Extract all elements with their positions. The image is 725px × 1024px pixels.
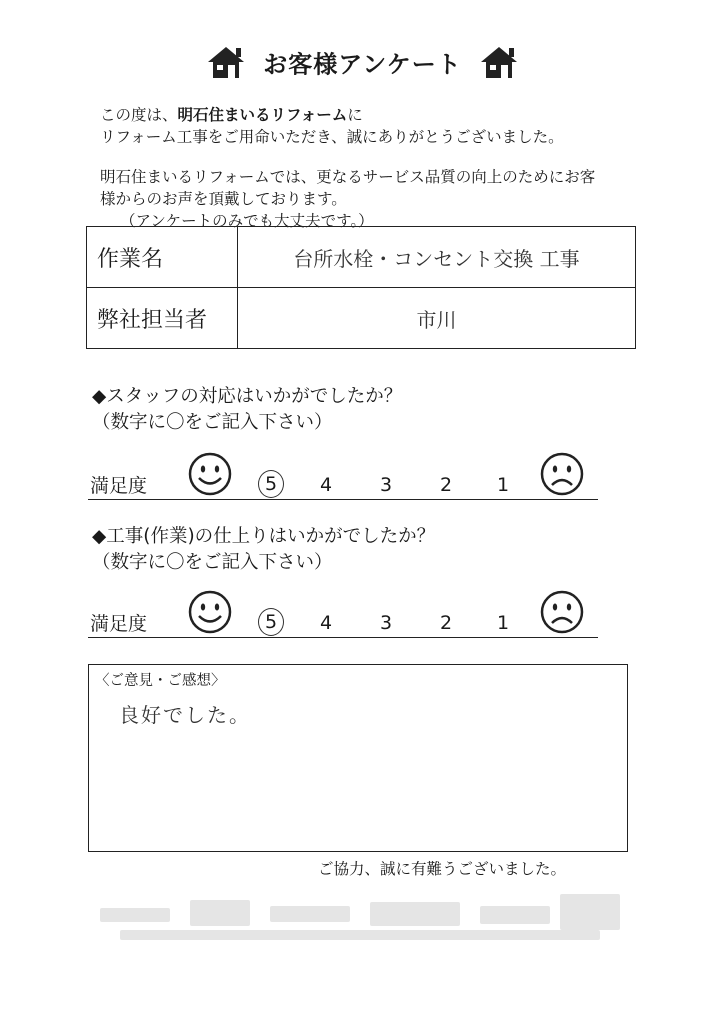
rating-underline	[88, 499, 598, 500]
staff-label: 弊社担当者	[87, 288, 238, 349]
staff-row	[87, 288, 636, 349]
rating-option-5[interactable]: 5	[258, 608, 284, 636]
question-2-instruction: （数字に〇をご記入下さい）	[92, 552, 333, 573]
intro-line-5: （アンケートのみでも大丈夫です。）	[120, 212, 374, 230]
intro-line-2: リフォーム工事をご用命いただき、誠にありがとうございました。	[100, 128, 564, 146]
question-2-text: ◆工事(作業)の仕上りはいかがでしたか？	[92, 526, 436, 547]
work-label: 作業名	[87, 227, 238, 288]
rating-option-2[interactable]: 2	[439, 612, 453, 634]
rating-option-2[interactable]: 2	[439, 474, 453, 496]
comments-heading: 〈ご意見・ご感想〉	[95, 673, 226, 689]
info-table	[86, 226, 636, 349]
closing-message: ご協力、誠に有難うございました。	[318, 860, 567, 878]
work-row	[87, 227, 636, 288]
rating-option-3[interactable]: 3	[379, 612, 393, 634]
rating-option-1[interactable]: 1	[496, 474, 510, 496]
rating-scale-1	[88, 440, 598, 500]
rating-option-4[interactable]: 4	[319, 474, 333, 496]
rating-option-3[interactable]: 3	[379, 474, 393, 496]
intro-line-1: この度は、明石住まいるリフォームに	[100, 106, 363, 124]
survey-title	[0, 44, 725, 80]
sad-face-icon	[540, 452, 584, 496]
rating-option-4[interactable]: 4	[319, 612, 333, 634]
comments-box[interactable]	[88, 664, 628, 852]
satisfaction-label: 満足度	[90, 475, 148, 497]
sad-face-icon	[540, 590, 584, 634]
page-title: お客様アンケート	[263, 50, 462, 79]
satisfaction-label: 満足度	[90, 613, 148, 635]
smiley-face-icon	[188, 590, 232, 634]
redacted-footer	[100, 886, 620, 956]
question-1-text: ◆スタッフの対応はいかがでしたか？	[92, 386, 403, 407]
house-icon	[479, 44, 519, 80]
staff-value[interactable]: 市川	[238, 288, 636, 349]
rating-option-1[interactable]: 1	[496, 612, 510, 634]
rating-underline	[88, 637, 598, 638]
question-1-instruction: （数字に〇をご記入下さい）	[92, 412, 333, 433]
house-icon	[206, 44, 246, 80]
company-name: 明石住まいるリフォーム	[177, 106, 348, 124]
rating-option-5[interactable]: 5	[258, 470, 284, 498]
comments-text[interactable]: 良好でした。	[119, 703, 251, 727]
smiley-face-icon	[188, 452, 232, 496]
intro-line-3: 明石住まいるリフォームでは、更なるサービス品質の向上のためにお客	[100, 168, 596, 186]
work-value[interactable]: 台所水栓・コンセント交換 工事	[238, 227, 636, 288]
intro-line-4: 様からのお声を頂戴しております。	[100, 190, 347, 208]
rating-scale-2	[88, 578, 598, 638]
